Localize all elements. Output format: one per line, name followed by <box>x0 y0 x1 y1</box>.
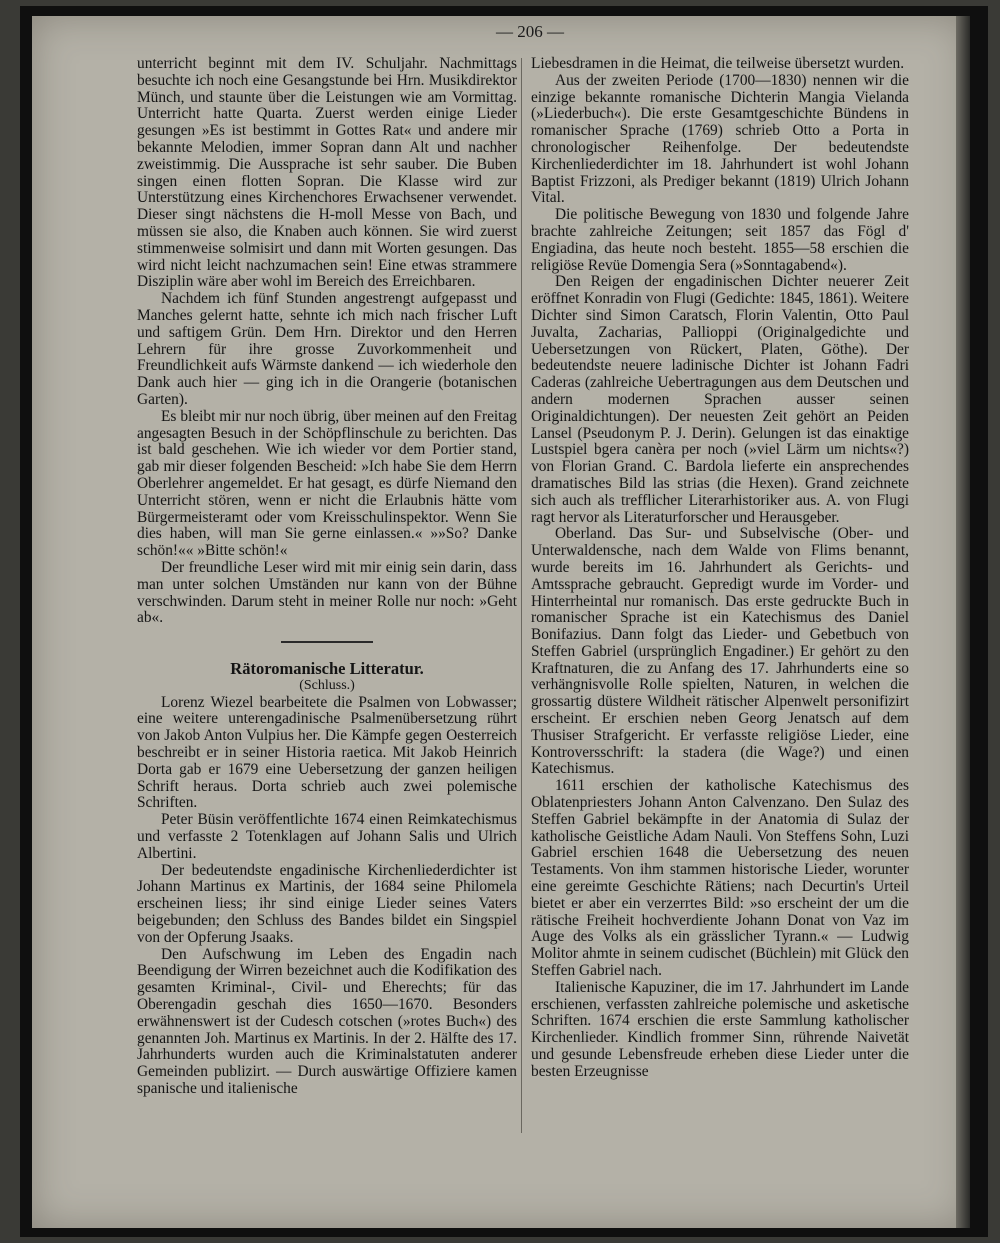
right-paragraph-7: Italienische Kapuziner, die im 17. Jahrhundert im Lande erschienen, verfassten zahlreiche polemische und asketische Schriften. 1674 erschien die erste Sammlung katholischer Kirchenlieder. Kindlich frommer Sinn, rührende Naivetät und gesunde Lebensfreude erheben diese Lieder unter die besten Erzeugnisse <box>531 978 909 1080</box>
right-column <box>531 56 909 1081</box>
page-edge <box>956 16 970 1228</box>
right-paragraph-4: Den Reigen der engadinischen Dichter neuerer Zeit eröffnet Konradin von Flugi (Gedichte: 1845, 1861). Weitere Dichter sind Simon Caratsch, Florin Valentin, Otto Paul Juvalta, Zacharias, Pallioppi (Originalgedichte und Uebersetzungen von Rückert, Platen, Göthe). Der bedeutendste neuere ladinische Dichter ist Johann Fadri Caderas (zahlreiche Uebertragungen aus dem Deutschen und andern modernen Sprachen ausser seinen Originaldichtungen). Der neuesten Zeit gehört an Peiden Lansel (Pseudonym P. J. Derin). Gelungen ist das einaktige Lustspiel bgera canèra per noch (»viel Lärm um nichts«?) von Florian Grand. C. Bardola lieferte ein ansprechendes dramatisches Bild las strias (die Hexen). Grand zeichnete sich auch als trefflicher Literarhistoriker aus. A. von Flugi ragt hervor als Literaturforscher und Herausgeber. <box>531 273 909 526</box>
left-paragraph-8: Den Aufschwung im Leben des Engadin nach Beendigung der Wirren bezeichnet auch die Kodifikation des gesamten Kriminal-, Civil- und Eherechts; für das Oberengadin geschah dies 1650—1670. Besonders erwähnenswert ist der Cudesch cotschen (»rotes Buch«) des genannten Joh. Martinus ex Martinis. In der 2. Hälfte des 17. Jahrhunderts wurden auch die Kriminalstatuten anderer Gemeinden publizirt. — Durch auswärtige Offiziere kamen spanische und italienische <box>137 945 517 1098</box>
column-divider <box>521 58 522 1133</box>
left-paragraph-4: Der freundliche Leser wird mit mir einig sein darin, dass man unter solchen Umständen nur kann von der Bühne verschwinden. Darum steht in meiner Rolle nur noch: »Geht ab«. <box>137 558 517 627</box>
right-paragraph-1: Liebesdramen in die Heimat, die teilweise übersetzt wurden. <box>531 55 905 72</box>
section-rule <box>281 641 373 643</box>
right-paragraph-6: 1611 erschien der katholische Katechismus des Oblatenpriesters Johann Anton Calvenzano. Den Sulaz des Steffen Gabriel bekämpfte in der Anatomia di Sulaz der katholische Geistliche Adam Nauli. Von Steffens Sohn, Luzi Gabriel erschien 1648 die Uebersetzung des neuen Testaments. Von ihm stammen historische Lieder, worunter eine gereimte Geschichte Rätiens; nach Decurtin's Urteil bietet er aber ein verzerrtes Bild: »so erscheint der um die rätische Freiheit hochverdiente Johann Donat von Vaz im Auge des Volks als ein grässlicher Tyrann.« — Ludwig Molitor ahmte in seinem cudischet (Büchlein) mit Glück den Steffen Gabriel nach. <box>531 777 909 980</box>
left-column <box>137 56 517 1098</box>
left-paragraph-2: Nachdem ich fünf Stunden angestrengt aufgepasst und Manches gelernt hatte, sehnte ich mich nach frischer Luft und saftigem Grün. Dem Hrn. Direktor und den Herren Lehrern für ihre grosse Zuvorkommenheit und Freundlichkeit aufs Wärmste dankend — ich wiederhole den Dank auch hier — ging ich in die Orangerie (botanischen Garten). <box>137 290 517 408</box>
left-paragraph-3: Es bleibt mir nur noch übrig, über meinen auf den Freitag angesagten Besuch in der Schöpflinschule zu berichten. Das ist bald geschehen. Wie ich wieder vor dem Portier stand, gab mir dieser folgenden Bescheid: »Ich habe Sie dem Herrn Oberlehrer angemeldet. Er hat gesagt, es dürfe Niemand den Unterricht stören, wenn er nicht die Erlaubnis hätte vom Bürgermeisteramt oder vom Kreisschulinspektor. Wenn Sie dies haben, will man Sie gerne einlassen.« »»So? Danke schön!«« »Bitte schön!« <box>137 407 517 560</box>
left-paragraph-7: Der bedeutendste engadinische Kirchenliederdichter ist Johann Martinus ex Martinis, der 1684 seine Philomela erscheinen liess; ihr sind einige Lieder seines Vaters beigebunden; den Schluss des Bandes bildet ein Singspiel von der Opferung Jsaaks. <box>137 861 517 946</box>
left-paragraph-5: Lorenz Wiezel bearbeitete die Psalmen von Lobwasser; eine weitere unterengadinische Psalmenübersetzung rührt von Jakob Anton Vulpius her. Die Kämpfe gegen Oesterreich beschreibt er in seiner Historia raetica. Mit Jakob Heinrich Dorta gab er 1679 eine Uebersetzung der ganzen heiligen Schrift heraus. Dorta schrieb auch zwei polemische Schriften. <box>137 693 517 812</box>
page-number: — 206 — <box>496 22 564 41</box>
section-heading: Rätoromanische Litteratur. <box>230 659 424 679</box>
right-paragraph-5: Oberland. Das Sur- und Subselvische (Ober- und Unterwaldensche, nach dem Walde von Flims benannt, wurde bereits im 16. Jahrhundert als Gerichts- und Amtssprache gebraucht. Gepredigt wurde im Vorder- und Hinterrheintal nur romanisch. Das erste gedruckte Buch in romanischer Sprache ist ein Katechismus des Daniel Bonifazius. Dann folgt das Lieder- und Gebetbuch von Steffen Gabriel (ursprünglich Engadiner.) Er gehört zu den Kraftnaturen, die zu Anfang des 17. Jahrhunderts eine so verhängnisvolle Rolle spielten, Naturen, in welchen die grossartig düstere Wildheit rätischer Alpenwelt personifizirt erscheint. Er erschien neben Georg Jenatsch auf dem Thusiser Strafgericht. Er verfasste religiöse Lieder, eine Kontroversschrift: la stadera (die Wage?) und einen Katechismus. <box>531 525 909 778</box>
section-subheading: (Schluss.) <box>299 677 355 693</box>
left-paragraph-6: Peter Büsin veröffentlichte 1674 einen Reimkatechismus und verfasste 2 Totenklagen auf Johann Salis und Ulrich Albertini. <box>137 811 517 862</box>
left-paragraph-1: unterricht beginnt mit dem IV. Schuljahr. Nachmittags besuchte ich noch eine Gesangstunde bei Hrn. Musikdirektor Münch, und staunte über die Leistungen wie am Vormittag. Unterricht hatte Quarta. Zuerst werden einige Lieder gesungen »Es ist bestimmt in Gottes Rat« und andere mir bekannte Melodien, immer Sopran dann Alt und nachher zweistimmig. Die Aussprache ist sehr sauber. Die Buben singen einen flotten Sopran. Die Klasse wird zur Unterstützung eines Kirchenchores Erwachsener verwendet. Dieser singt nächstens die H-moll Messe von Bach, und müssen sie also, die Knaben auch können. Sie wird zuerst stimmenweise solmisirt und dann mit Worten gesungen. Das wird nicht leicht nachzumachen sein! Eine etwas strammere Disziplin wäre aber wohl im Bereich des Erreichbaren. <box>137 55 517 291</box>
right-paragraph-3: Die politische Bewegung von 1830 und folgende Jahre brachte zahlreiche Zeitungen; seit 1857 das Fögl d' Engiadina, das heute noch besteht. 1855—58 erschien die religiöse Revüe Domengia Sera (»Sonntagabend«). <box>531 206 909 274</box>
right-paragraph-2: Aus der zweiten Periode (1700—1830) nennen wir die einzige bekannte romanische Dichterin Mangia Vielanda (»Liederbuch«). Die erste Gesamtgeschichte Bündens in romanischer Sprache (1769) schrieb Otto a Porta in chronologischer Reihenfolge. Der bedeutendste Kirchenliederdichter im 18. Jahrhundert ist wohl Johann Baptist Frizzoni, als Prediger bekannt (1819) Ulrich Johann Vital. <box>531 71 909 207</box>
